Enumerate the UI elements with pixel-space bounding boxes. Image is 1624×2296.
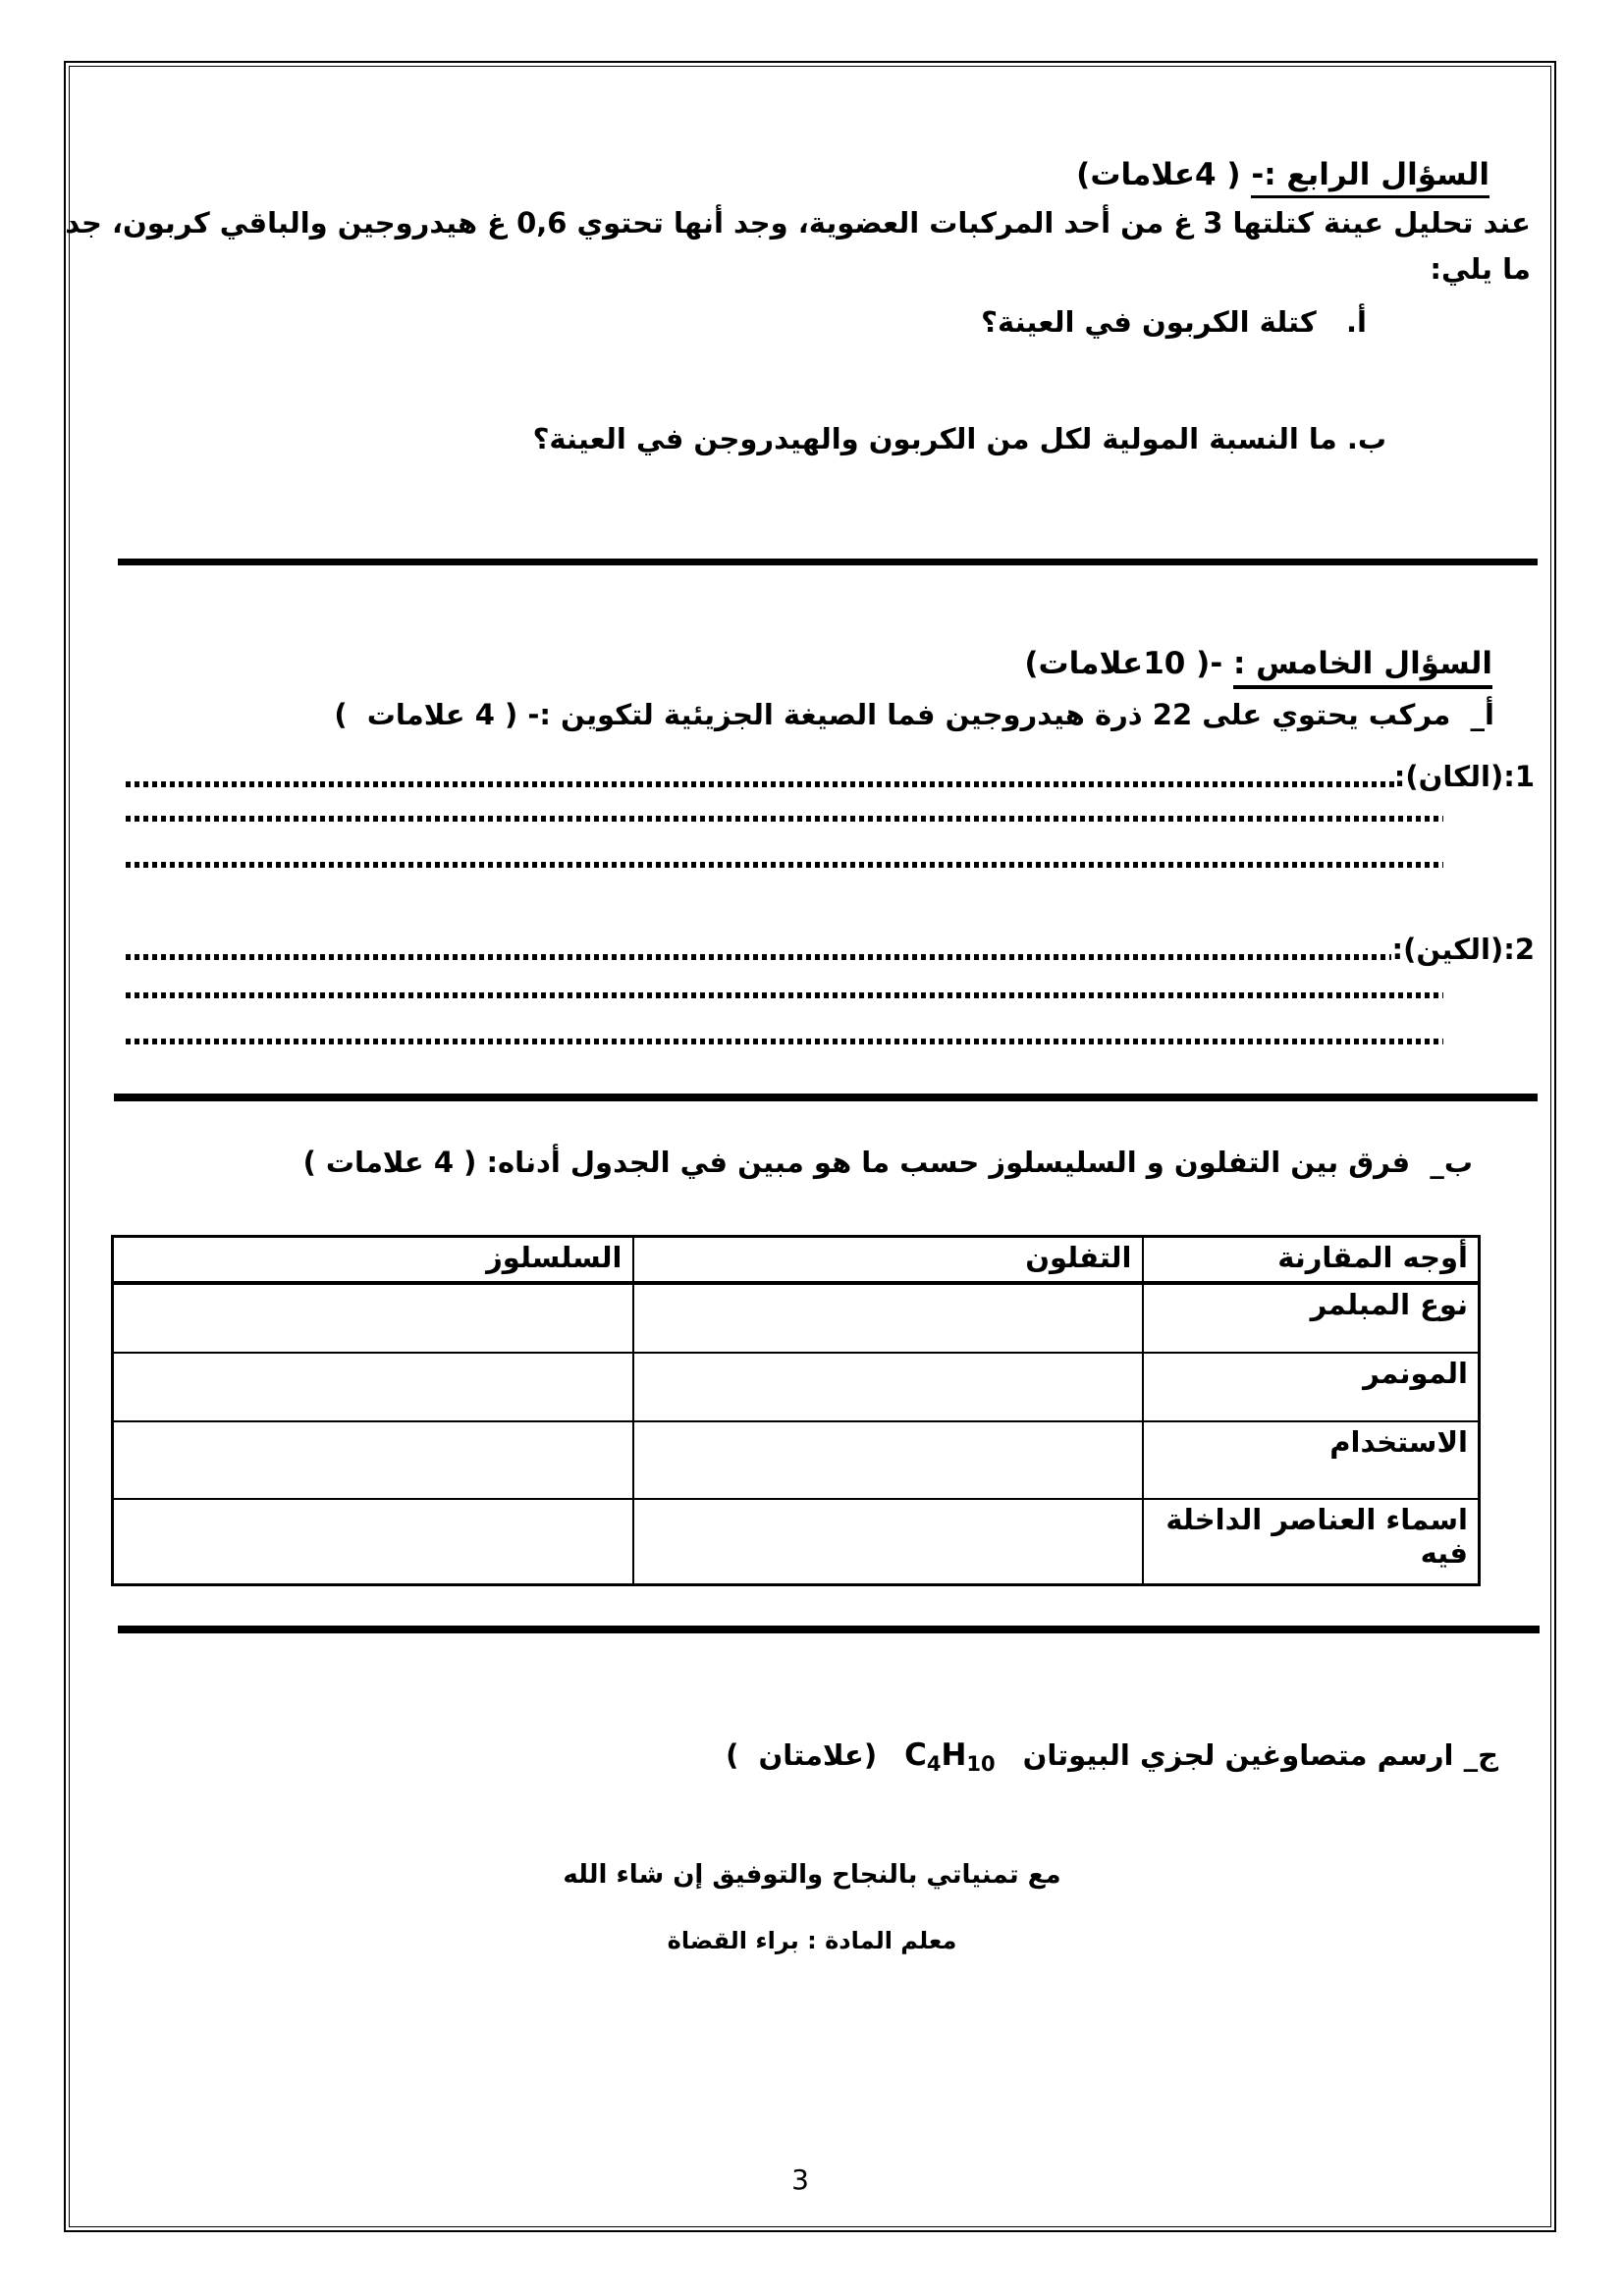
table-header-teflon: التفلون [633,1237,1143,1283]
table-cell-empty [633,1283,1143,1353]
table-cell-empty [113,1283,633,1353]
table-row [113,1353,1480,1421]
table-cell-empty [633,1499,1143,1585]
alkene-answer-line-1 [126,929,1535,968]
q4-intro-line1: عند تحليل عينة كتلتها 3 غ من أحد المركبات العضوية، وجد أنها تحتوي 0,6 غ هيدروجين والباقي كربون، جد [65,206,1531,240]
row-label-polymer-type: نوع المبلمر [1143,1283,1480,1353]
table-row [113,1499,1480,1585]
table-row [113,1421,1480,1499]
q5-title-marks: -( 10علامات) [1024,646,1233,681]
alkane-label: 1:(الكان): [1393,760,1535,793]
formula-c-subscript: 4 [926,1752,942,1776]
q5-title-text: السؤال الخامس : [1233,646,1492,689]
dotted-answer-line [126,781,1394,787]
formula-h-subscript: 10 [966,1752,996,1776]
dotted-answer-line [126,992,1443,998]
q4-item-b: ب. ما النسبة المولية لكل من الكربون والهيدروجن في العينة؟ [532,422,1386,455]
section-divider-3 [118,1626,1540,1633]
table-cell-empty [633,1353,1143,1421]
section-divider-2 [114,1094,1538,1101]
q5-item-b: ب_ فرق بين التفلون و السليسلوز حسب ما هو مبين في الجدول أدناه: ( 4 علامات ) [302,1146,1473,1179]
q4-title-marks: ( 4علامات) [1076,157,1252,192]
footer-wish: مع تمنياتي بالنجاح والتوفيق إن شاء الله [563,1860,1061,1890]
q4-item-a: أ. كتلة الكربون في العينة؟ [981,305,1367,339]
q4-intro-line2: ما يلي: [1430,252,1531,286]
q4-title-text: السؤال الرابع :- [1251,157,1489,198]
page-number: 3 [791,2163,809,2196]
formula-c: C [904,1737,927,1773]
table-header-cellulose: السلسلوز [113,1237,633,1283]
table-cell-empty [113,1499,633,1585]
comparison-table [111,1235,1481,1586]
dotted-answer-line [126,954,1391,960]
q5-item-c-text: ج_ ارسم متصاوغين لجزي البيوتان [1022,1738,1498,1772]
table-cell-empty [113,1421,633,1499]
q5-item-c [726,1737,1498,1776]
row-label-elements: اسماء العناصر الداخلة فيه [1143,1499,1480,1585]
q5-item-c-marks: (علامتان ) [726,1738,878,1772]
table-header-row [113,1237,1480,1283]
table-cell-empty [113,1353,633,1421]
footer-teacher: معلم المادة : براء القضاة [667,1927,957,1954]
section-divider-1 [118,559,1538,565]
alkene-label: 2:(الكين): [1391,933,1535,966]
butane-formula [904,1737,996,1776]
dotted-answer-line [126,862,1443,868]
q5-title [1024,646,1492,681]
row-label-monomer: المونمر [1143,1353,1480,1421]
dotted-answer-line [126,1039,1443,1044]
table-row [113,1283,1480,1353]
formula-h: H [941,1737,967,1773]
alkane-answer-line-1 [126,756,1535,795]
q4-title [1076,157,1489,192]
dotted-answer-line [126,816,1443,822]
row-label-usage: الاستخدام [1143,1421,1480,1499]
table-cell-empty [633,1421,1143,1499]
q5-item-a: أ_ مركب يحتوي على 22 ذرة هيدروجين فما الصيغة الجزيئية لتكوين :- ( 4 علامات ) [334,698,1494,731]
table-header-comparison: أوجه المقارنة [1143,1237,1480,1283]
